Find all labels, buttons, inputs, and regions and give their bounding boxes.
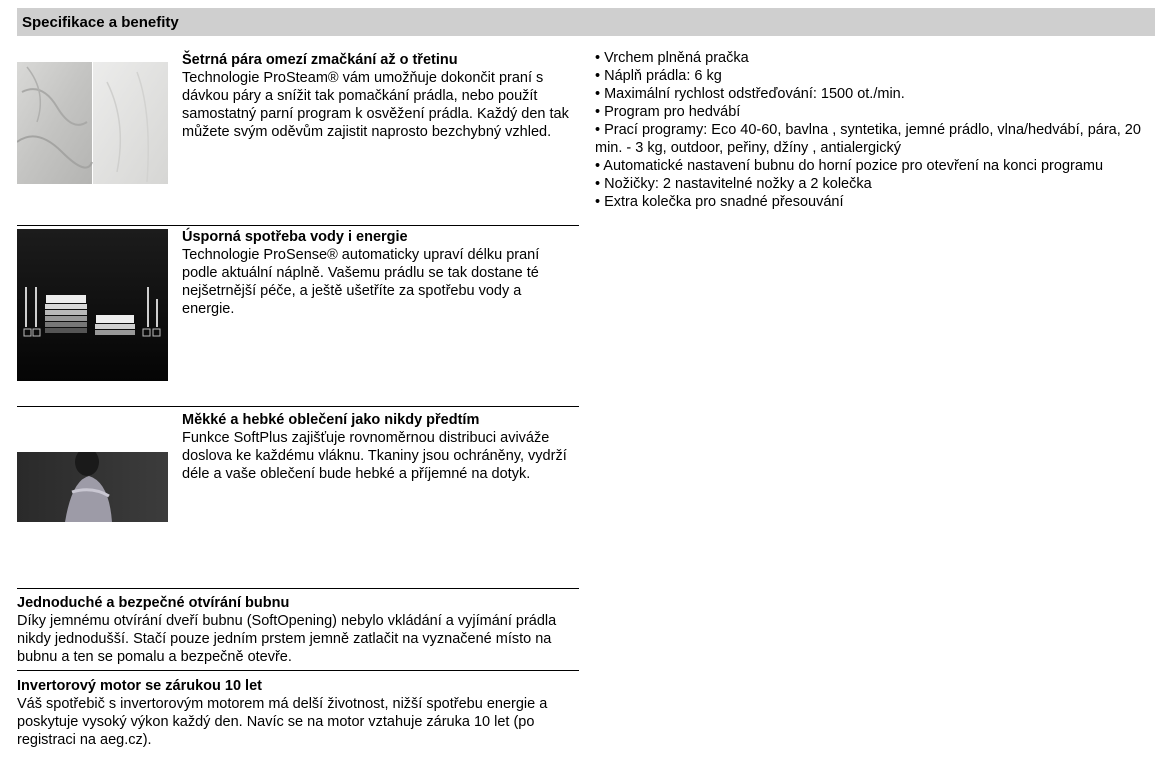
feature-title: Šetrná pára omezí zmačkání až o třetinu [182, 52, 458, 68]
spec-item: • Automatické nastavení bubnu do horní pozice pro otevření na konci programu [595, 158, 1104, 174]
feature-prosense [17, 229, 579, 381]
divider [17, 406, 579, 407]
feature-prosteam [17, 52, 579, 214]
spec-item: • Vrchem plněná pračka [595, 50, 749, 66]
feature-description: Technologie ProSense® automaticky upraví délku praní podle aktuální náplně. Vašemu prádlu se tak dostane té nejšetrnější péče, a ještě ušetříte za spotřebu vody a energie. [182, 247, 540, 317]
feature-title: Jednoduché a bezpečné otvírání bubnu [17, 595, 290, 611]
section-title: Specifikace a benefity [22, 14, 179, 31]
feature-description: Váš spotřebič s invertorovým motorem má delší životnost, nižší spotřebu energie a poskytuje vysoký výkon každý den. Navíc se na motor vztahuje záruka 10 let (po registraci na aeg.cz). [17, 696, 548, 748]
feature-title: Měkké a hebké oblečení jako nikdy předtím [182, 412, 480, 428]
softplus-woman-image [17, 452, 168, 522]
spec-item: • Program pro hedvábí [595, 104, 741, 120]
section-header [17, 8, 1155, 36]
divider [17, 225, 579, 226]
feature-description: Funkce SoftPlus zajišťuje rovnoměrnou distribuci aviváže doslova ke každému vláknu. Tkaniny jsou ochráněny, vydrží déle a vaše oblečení bude hebké a příjemné na dotyk. [182, 430, 567, 482]
divider [17, 588, 579, 589]
spec-item: • Extra kolečka pro snadné přesouvání [595, 194, 844, 210]
steam-fabric-image [17, 62, 168, 184]
spec-item: • Prací programy: Eco 40-60, bavlna , syntetika, jemné prádlo, vlna/hedvábí, pára, 20 min. - 3 kg, outdoor, peřiny, džíny , antialergický [595, 122, 1141, 156]
feature-softopening [17, 594, 579, 666]
spec-item: • Nožičky: 2 nastavitelné nožky a 2 kolečka [595, 176, 872, 192]
spec-item: • Maximální rychlost odstřeďování: 1500 ot./min. [595, 86, 905, 102]
feature-title: Úsporná spotřeba vody i energie [182, 229, 408, 245]
prosense-shirts-image [17, 229, 168, 381]
feature-description: Díky jemnému otvírání dveří bubnu (SoftOpening) nebylo vkládání a vyjímání prádla nikdy jednodušší. Stačí pouze jedním prstem jemně zatlačit na vyznačené místo na bubnu a ten se pomalu a bezpečně otevře. [17, 613, 557, 665]
feature-softplus [17, 413, 579, 565]
feature-title: Invertorový motor se zárukou 10 let [17, 678, 262, 694]
divider [17, 670, 579, 671]
spec-list [595, 49, 1155, 211]
feature-description: Technologie ProSteam® vám umožňuje dokončit praní s dávkou páry a snížit tak pomačkání prádla, nebo použít samostatný parní program k osvěžení prádla. Každý den tak můžete svým oděvům zajistit naprosto bezchybný vzhled. [182, 70, 569, 140]
spec-item: • Náplň prádla: 6 kg [595, 68, 722, 84]
feature-inverter-motor [17, 677, 579, 749]
